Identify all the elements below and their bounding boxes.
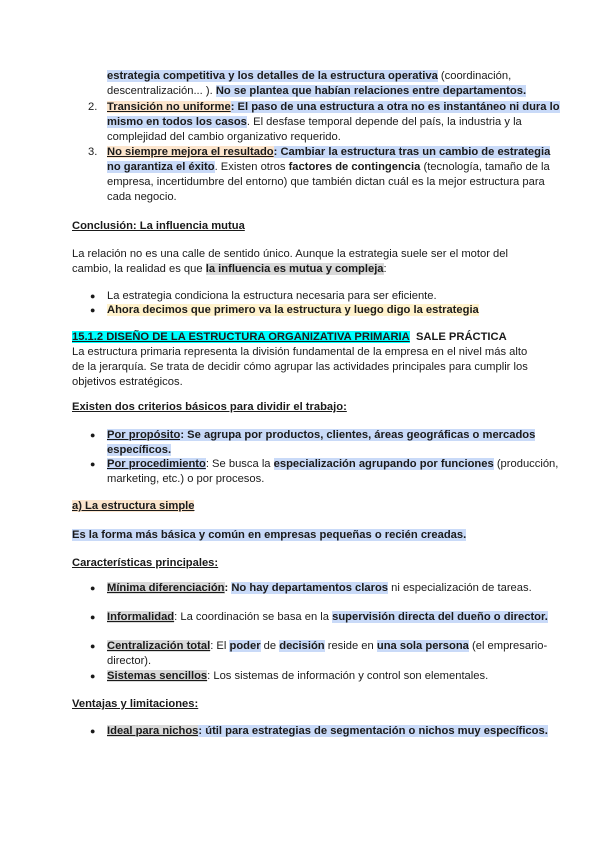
item-text-2: (tecnología, tamaño de la empresa, incertidumbre del entorno) que también dictan cuál es la mejor estructura para cada negocio.: [107, 161, 550, 203]
conclusion-bold: la influencia es mutua y compleja: [205, 263, 384, 275]
car-text: ni especialización de tareas.: [388, 582, 532, 594]
criterio-text: : Se busca la: [205, 458, 274, 470]
bullet-dot: ●: [90, 583, 96, 593]
bullet-dot: ●: [90, 291, 96, 301]
bullet-text: La estrategia condiciona la estructura necesaria para ser eficiente.: [107, 290, 437, 302]
car-text-2: de: [260, 640, 280, 652]
intro-bold-1: estrategia competitiva y los detalles de la estructura operativa: [107, 70, 438, 82]
bullet-dot: ●: [90, 641, 96, 651]
conclusion-text: La relación no es una calle de sentido único. Aunque la estrategia suele ser el motor del cambio, la realidad es que: [72, 248, 508, 275]
car-text-4: (el empresario-director).: [107, 640, 548, 667]
conclusion-colon: :: [383, 263, 387, 275]
criterio-title: Por procedimiento: [107, 458, 206, 470]
bullet-text: Ahora decimos que primero va la estructura y luego digo la estrategia: [107, 304, 479, 316]
intro-text: (coordinación, descentralización... ).: [107, 70, 512, 97]
criterio-text-2: (producción, marketing, etc.) o por procesos.: [107, 458, 559, 485]
car-title: Sistemas sencillos: [107, 670, 208, 682]
car-bold: No hay departamentos claros: [231, 582, 389, 594]
caracteristica-item: [72, 639, 567, 669]
item-title: No siempre mejora el resultado: [107, 146, 274, 158]
car-text: : El: [210, 640, 230, 652]
simple-heading: a) La estructura simple: [72, 500, 195, 512]
bullet-dot: ●: [90, 726, 96, 736]
item-bold-2: factores de contingencia: [288, 161, 421, 173]
ventajas-heading: Ventajas y limitaciones:: [72, 698, 199, 710]
bullet-dot: ●: [90, 459, 96, 469]
criterio-title: Por propósito: [107, 429, 181, 441]
section-paragraph: La estructura primaria representa la división fundamental de la empresa en el nivel más alto de la jerarquía. Se trata de decidir cómo agrupar las actividades principales para cumplir los objetivos estratégicos.: [72, 346, 528, 388]
bullet-dot: ●: [90, 305, 96, 315]
car-text: : Los sistemas de información y control son elementales.: [207, 670, 489, 682]
car-sep: :: [224, 582, 232, 594]
car-text-3: reside en: [324, 640, 377, 652]
caracteristica-item: [72, 581, 567, 596]
conclusion-bullet: [72, 303, 567, 318]
conclusion-bullet: [72, 289, 567, 304]
car-bold: supervisión directa del dueño o director.: [332, 611, 548, 623]
bullet-dot: ●: [90, 671, 96, 681]
vent-bold: : útil para estrategias de segmentación o nichos muy específicos.: [198, 725, 548, 737]
item-number: 2.: [88, 101, 98, 113]
caracteristica-item: [72, 669, 567, 684]
car-bold: poder: [229, 640, 261, 652]
vent-title: Ideal para nichos: [107, 725, 199, 737]
simple-lead: Es la forma más básica y común en empresas pequeñas o recién creadas.: [72, 529, 467, 541]
item-text: . El desfase temporal depende del país, la industria y la complejidad del cambio organizativo requerido.: [107, 116, 522, 143]
car-bold-2: decisión: [279, 640, 325, 652]
criterio-item: [72, 428, 567, 458]
item-number: 3.: [88, 146, 98, 158]
caracteristica-item: [72, 610, 567, 625]
conclusion-paragraph: [72, 247, 532, 277]
item-bold: : Cambiar la estructura tras un cambio de estrategia no garantiza el éxito: [107, 146, 551, 173]
car-text: : La coordinación se basa en la: [174, 611, 333, 623]
bullet-dot: ●: [90, 430, 96, 440]
numbered-item: [72, 145, 567, 205]
intro-paragraph: [72, 69, 567, 99]
conclusion-heading: Conclusión: La influencia mutua: [72, 220, 245, 232]
section-tag: SALE PRÁCTICA: [415, 331, 507, 343]
criterios-heading: Existen dos criterios básicos para dividir el trabajo:: [72, 401, 347, 413]
criterio-bold: especialización agrupando por funciones: [273, 458, 494, 470]
section-title-row: [72, 330, 532, 345]
item-title: Transición no uniforme: [107, 101, 231, 113]
car-bold-3: una sola persona: [376, 640, 469, 652]
car-title: Centralización total: [107, 640, 211, 652]
intro-bold-2: No se plantea que habían relaciones entre departamentos.: [215, 85, 527, 97]
criterio-item: [72, 457, 567, 487]
simple-heading-row: [72, 499, 532, 514]
ventaja-item: [72, 724, 567, 739]
item-bold: : El paso de una estructura a otra no es instantáneo ni dura lo mismo en todos los casos: [107, 101, 560, 128]
criterio-bold: : Se agrupa por productos, clientes, áreas geográficas o mercados específicos.: [107, 429, 536, 456]
simple-lead-row: [72, 528, 532, 543]
section-title: 15.1.2 DISEÑO DE LA ESTRUCTURA ORGANIZATIVA PRIMARIA: [72, 331, 410, 343]
car-title: Mínima diferenciación: [107, 582, 225, 594]
caracteristicas-heading: Características principales:: [72, 557, 219, 569]
car-title: Informalidad: [107, 611, 175, 623]
bullet-dot: ●: [90, 612, 96, 622]
item-text: . Existen otros: [214, 161, 289, 173]
numbered-item: [72, 100, 567, 145]
